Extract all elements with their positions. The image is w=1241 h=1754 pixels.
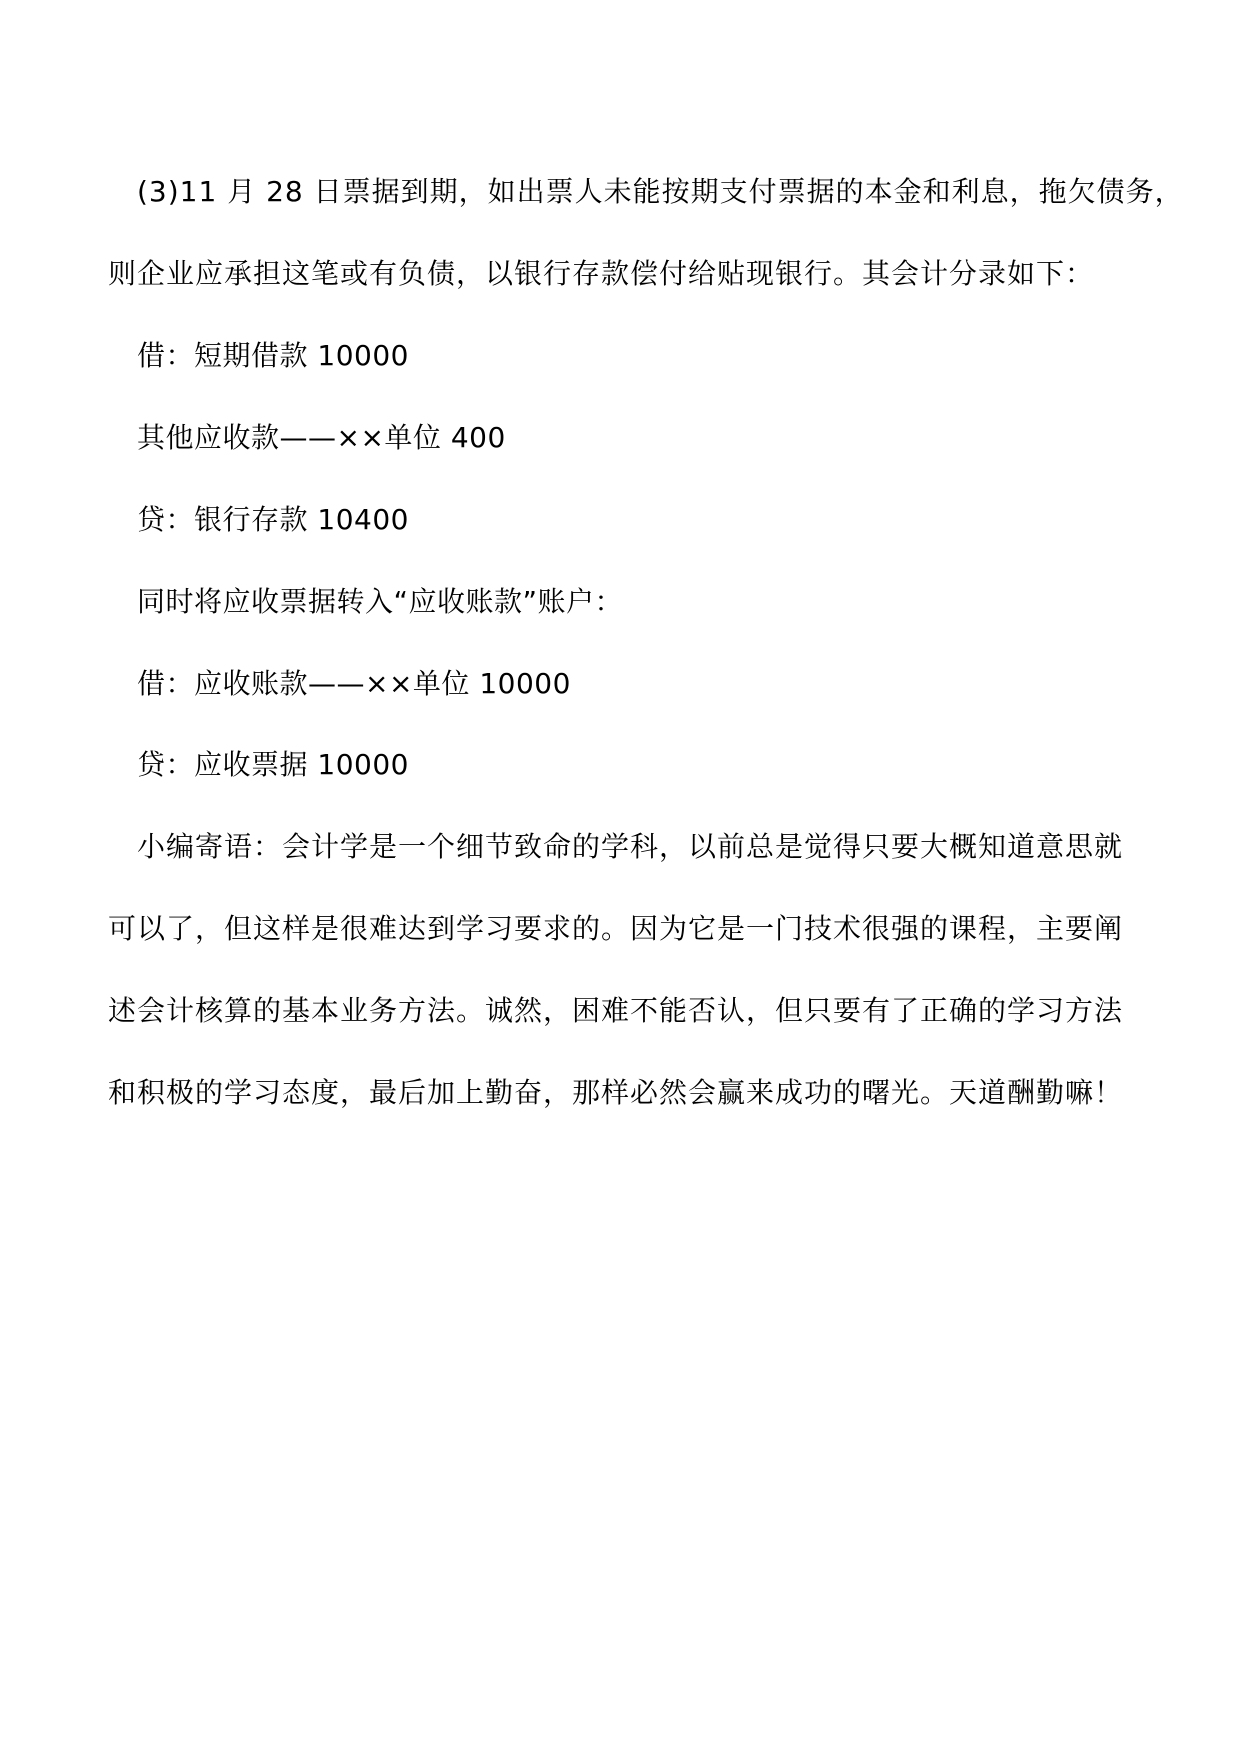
journal-entry-line: 其他应收款——××单位 400 <box>137 421 506 454</box>
journal-entry-line: 贷：银行存款 10400 <box>137 503 409 536</box>
paragraph-line: 同时将应收票据转入“应收账款”账户： <box>137 585 624 618</box>
editor-note-line: 可以了，但这样是很难达到学习要求的。因为它是一门技术很强的课程，主要阐 <box>108 912 1124 945</box>
journal-entry-line: 贷：应收票据 10000 <box>137 748 409 781</box>
editor-note-line: 和积极的学习态度，最后加上勤奋，那样必然会赢来成功的曙光。天道酬勤嘛！ <box>108 1076 1124 1109</box>
journal-entry-line: 借：应收账款——××单位 10000 <box>137 667 571 700</box>
paragraph-line: (3)11 月 28 日票据到期，如出票人未能按期支付票据的本金和利息，拖欠债务， <box>137 175 1184 208</box>
editor-note-line: 述会计核算的基本业务方法。诚然，困难不能否认，但只要有了正确的学习方法 <box>108 994 1124 1027</box>
paragraph-line: 则企业应承担这笔或有负债，以银行存款偿付给贴现银行。其会计分录如下： <box>108 257 1095 290</box>
editor-note-line: 小编寄语：会计学是一个细节致命的学科，以前总是觉得只要大概知道意思就 <box>137 830 1124 863</box>
journal-entry-line: 借：短期借款 10000 <box>137 339 409 372</box>
